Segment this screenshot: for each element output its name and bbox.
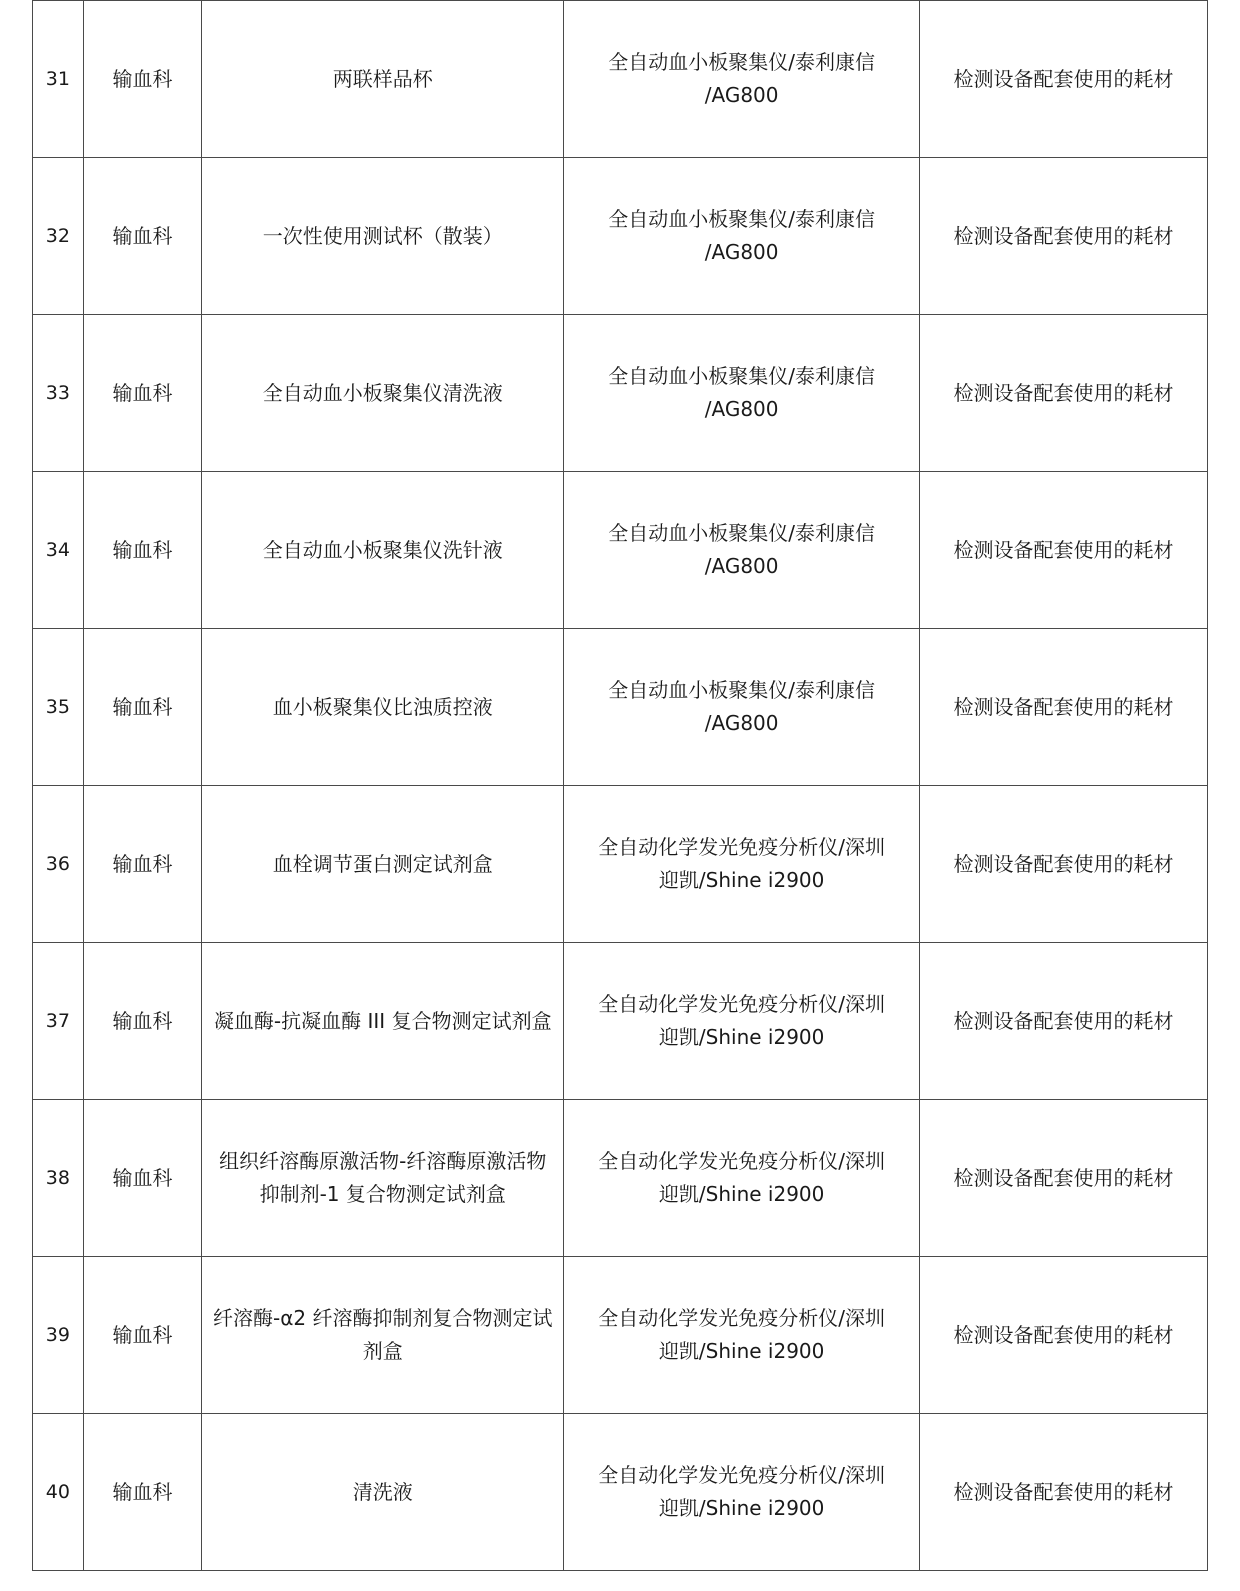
department-cell: 输血科 — [83, 629, 202, 786]
item-name-cell: 一次性使用测试杯（散装） — [202, 158, 564, 315]
usage-cell: 检测设备配套使用的耗材 — [920, 315, 1208, 472]
row-number-cell: 36 — [33, 786, 84, 943]
usage-cell: 检测设备配套使用的耗材 — [920, 1100, 1208, 1257]
item-name-cell: 清洗液 — [202, 1414, 564, 1571]
device-cell — [564, 472, 920, 629]
device-line-1: 全自动血小板聚集仪/泰利康信 — [608, 364, 876, 388]
device-cell — [564, 1, 920, 158]
device-line-2: 迎凯/Shine i2900 — [658, 1182, 825, 1206]
device-line-1: 全自动血小板聚集仪/泰利康信 — [608, 50, 876, 74]
device-line-2: /AG800 — [704, 397, 779, 421]
device-line-1: 全自动血小板聚集仪/泰利康信 — [608, 521, 876, 545]
department-cell: 输血科 — [83, 1100, 202, 1257]
device-line-2: /AG800 — [704, 83, 779, 107]
row-number-cell: 34 — [33, 472, 84, 629]
department-cell: 输血科 — [83, 472, 202, 629]
table-row — [33, 1257, 1208, 1414]
row-number-cell: 32 — [33, 158, 84, 315]
department-cell: 输血科 — [83, 158, 202, 315]
table-row — [33, 943, 1208, 1100]
device-line-2: 迎凯/Shine i2900 — [658, 1496, 825, 1520]
department-cell: 输血科 — [83, 1414, 202, 1571]
row-number-cell: 33 — [33, 315, 84, 472]
table-row — [33, 1, 1208, 158]
item-name-cell: 组织纤溶酶原激活物-纤溶酶原激活物抑制剂-1 复合物测定试剂盒 — [202, 1100, 564, 1257]
department-cell: 输血科 — [83, 315, 202, 472]
device-cell — [564, 629, 920, 786]
device-line-1: 全自动化学发光免疫分析仪/深圳 — [598, 1463, 886, 1487]
item-name-cell: 两联样品杯 — [202, 1, 564, 158]
department-cell: 输血科 — [83, 943, 202, 1100]
table-row — [33, 786, 1208, 943]
department-cell: 输血科 — [83, 1257, 202, 1414]
device-line-1: 全自动化学发光免疫分析仪/深圳 — [598, 835, 886, 859]
device-line-1: 全自动血小板聚集仪/泰利康信 — [608, 678, 876, 702]
item-name-cell: 纤溶酶-α2 纤溶酶抑制剂复合物测定试剂盒 — [202, 1257, 564, 1414]
device-line-2: /AG800 — [704, 240, 779, 264]
item-name-cell: 全自动血小板聚集仪清洗液 — [202, 315, 564, 472]
table-row — [33, 472, 1208, 629]
department-cell: 输血科 — [83, 786, 202, 943]
row-number-cell: 35 — [33, 629, 84, 786]
device-line-2: 迎凯/Shine i2900 — [658, 1025, 825, 1049]
usage-cell: 检测设备配套使用的耗材 — [920, 943, 1208, 1100]
item-name-cell: 血小板聚集仪比浊质控液 — [202, 629, 564, 786]
item-name-cell: 血栓调节蛋白测定试剂盒 — [202, 786, 564, 943]
usage-cell: 检测设备配套使用的耗材 — [920, 1257, 1208, 1414]
row-number-cell: 40 — [33, 1414, 84, 1571]
table-row — [33, 315, 1208, 472]
device-cell — [564, 158, 920, 315]
device-cell — [564, 1100, 920, 1257]
usage-cell: 检测设备配套使用的耗材 — [920, 1414, 1208, 1571]
table-row — [33, 629, 1208, 786]
device-cell — [564, 943, 920, 1100]
usage-cell: 检测设备配套使用的耗材 — [920, 472, 1208, 629]
device-line-2: /AG800 — [704, 554, 779, 578]
usage-cell: 检测设备配套使用的耗材 — [920, 629, 1208, 786]
device-line-1: 全自动化学发光免疫分析仪/深圳 — [598, 1306, 886, 1330]
table-body — [33, 1, 1208, 1571]
device-cell — [564, 315, 920, 472]
usage-cell: 检测设备配套使用的耗材 — [920, 786, 1208, 943]
row-number-cell: 39 — [33, 1257, 84, 1414]
department-cell: 输血科 — [83, 1, 202, 158]
row-number-cell: 37 — [33, 943, 84, 1100]
item-name-cell: 凝血酶-抗凝血酶 III 复合物测定试剂盒 — [202, 943, 564, 1100]
table-row — [33, 158, 1208, 315]
consumables-table — [32, 0, 1208, 1571]
row-number-cell: 38 — [33, 1100, 84, 1257]
table-row — [33, 1100, 1208, 1257]
usage-cell: 检测设备配套使用的耗材 — [920, 158, 1208, 315]
device-line-2: 迎凯/Shine i2900 — [658, 1339, 825, 1363]
device-cell — [564, 1414, 920, 1571]
row-number-cell: 31 — [33, 1, 84, 158]
device-cell — [564, 786, 920, 943]
device-line-1: 全自动化学发光免疫分析仪/深圳 — [598, 992, 886, 1016]
device-line-1: 全自动化学发光免疫分析仪/深圳 — [598, 1149, 886, 1173]
device-cell — [564, 1257, 920, 1414]
item-name-cell: 全自动血小板聚集仪洗针液 — [202, 472, 564, 629]
table-row — [33, 1414, 1208, 1571]
device-line-2: /AG800 — [704, 711, 779, 735]
device-line-1: 全自动血小板聚集仪/泰利康信 — [608, 207, 876, 231]
device-line-2: 迎凯/Shine i2900 — [658, 868, 825, 892]
usage-cell: 检测设备配套使用的耗材 — [920, 1, 1208, 158]
